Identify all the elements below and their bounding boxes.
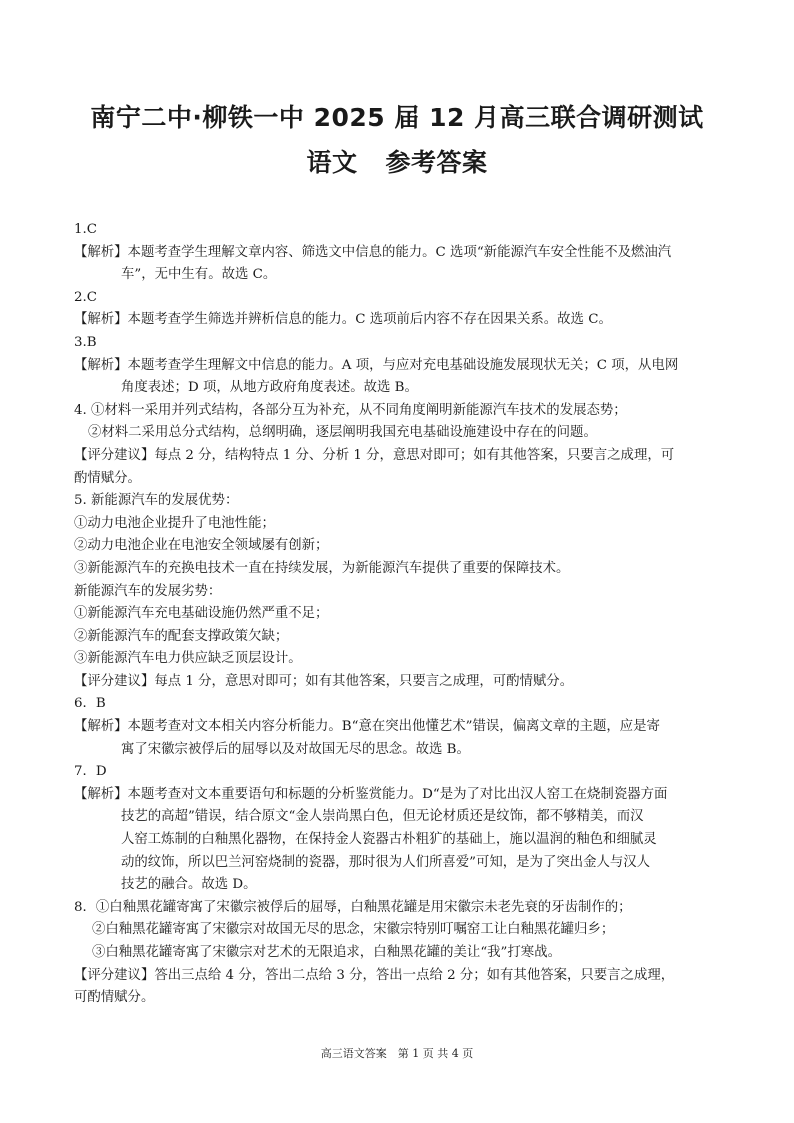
answer-line: ①动力电池企业提升了电池性能；	[74, 515, 275, 531]
answer-line: ②材料二采用总分式结构，总纲明确，逐层阐明我国充电基础设施建设中存在的问题。	[88, 425, 597, 441]
document-title: 南宁二中·柳铁一中 2025 届 12 月高三联合调研测试	[90, 103, 704, 132]
answer-line: 酌情赋分。	[74, 470, 141, 486]
answer-key-label: 参考答案	[385, 148, 488, 177]
answer-line: 技艺的高超”错误，结合原文“金人崇尚黑白色，但无论材质还是纹饰，都不够精美，而汉	[121, 809, 644, 825]
answer-content	[74, 219, 722, 1010]
answer-line: 动的纹饰，所以巴兰河窑烧制的瓷器，那时很为人们所喜爱”可知，是为了突出金人与汉人	[121, 854, 651, 870]
answer-line: 可酌情赋分。	[74, 990, 155, 1006]
answer-line: 【解析】本题考查对文本相关内容分析能力。B“意在突出他懂艺术”错误，偏离文章的主题，应是寄	[74, 719, 660, 735]
answer-line: 【解析】本题考查学生理解文章内容、筛选文中信息的能力。C 选项“新能源汽车安全性能不及燃油汽	[74, 244, 672, 260]
answer-line: 7．D	[74, 764, 107, 780]
answer-line: 角度表述；D 项，从地方政府角度表述。故选 B。	[121, 380, 418, 396]
answer-line: 【解析】本题考查学生理解文中信息的能力。A 项，与应对充电基础设施发展现状无关；C 项，从电网	[74, 357, 679, 373]
document-subtitle	[0, 143, 794, 179]
answer-line: 5. 新能源汽车的发展优势：	[74, 493, 239, 509]
answer-line: 新能源汽车的发展劣势：	[74, 583, 222, 599]
answer-line: 车”，无中生有。故选 C。	[121, 267, 277, 283]
answer-line: 8．①白釉黑花罐寄寓了宋徽宗被俘后的屈辱，白釉黑花罐是用宋徽宗未老先衰的牙齿制作的；	[74, 899, 632, 915]
answer-line: 【评分建议】每点 1 分，意思对即可；如有其他答案，只要言之成理，可酌情赋分。	[74, 673, 574, 689]
answer-line: 【评分建议】每点 2 分，结构特点 1 分、分析 1 分，意思对即可；如有其他答案，只要言之成理，可	[74, 447, 675, 463]
answer-line: 1.C	[74, 222, 98, 237]
answer-line: 【解析】本题考查对文本重要语句和标题的分析鉴赏能力。D“是为了对比出汉人窑工在烧制瓷器方面	[74, 786, 668, 802]
answer-line: ③新能源汽车电力供应缺乏顶层设计。	[74, 651, 302, 667]
answer-line: 3.B	[74, 334, 97, 350]
answer-line: ②白釉黑花罐寄寓了宋徽宗对故国无尽的思念，宋徽宗特别叮嘱窑工让白釉黑花罐归乡；	[92, 922, 615, 938]
answer-line: 技艺的融合。故选 D。	[121, 877, 257, 893]
subject-label: 语文	[306, 148, 358, 177]
answer-line: ③白釉黑花罐寄寓了宋徽宗对艺术的无限追求，白釉黑花罐的美让“我”打寒战。	[92, 945, 561, 960]
answer-line: ③新能源汽车的充换电技术一直在持续发展，为新能源汽车提供了重要的保障技术。	[74, 560, 570, 576]
page-footer: 高三语文答案 第 1 页 共 4 页	[320, 1047, 474, 1060]
answer-line: ②动力电池企业在电池安全领域屡有创新；	[74, 538, 329, 554]
answer-line: 【解析】本题考查学生筛选并辨析信息的能力。C 选项前后内容不存在因果关系。故选 C。	[74, 312, 612, 328]
answer-line: ②新能源汽车的配套支撑政策欠缺；	[74, 628, 289, 644]
answer-line: 【评分建议】答出三点给 4 分，答出二点给 3 分，答出一点给 2 分；如有其他答案，只要言之成理，	[74, 967, 675, 983]
answer-line: 6．B	[74, 696, 106, 712]
answer-line: 人窑工炼制的白釉黑化器物，在保持金人瓷器古朴粗犷的基础上，施以温润的釉色和细腻灵	[121, 832, 657, 848]
answer-line: 4. ①材料一采用并列式结构，各部分互为补充，从不同角度阐明新能源汽车技术的发展态势；	[74, 402, 627, 418]
answer-line: ①新能源汽车充电基础设施仍然严重不足；	[74, 606, 329, 622]
answer-line: 寓了宋徽宗被俘后的屈辱以及对故国无尽的思念。故选 B。	[121, 741, 470, 757]
answer-line: 2.C	[74, 289, 98, 305]
